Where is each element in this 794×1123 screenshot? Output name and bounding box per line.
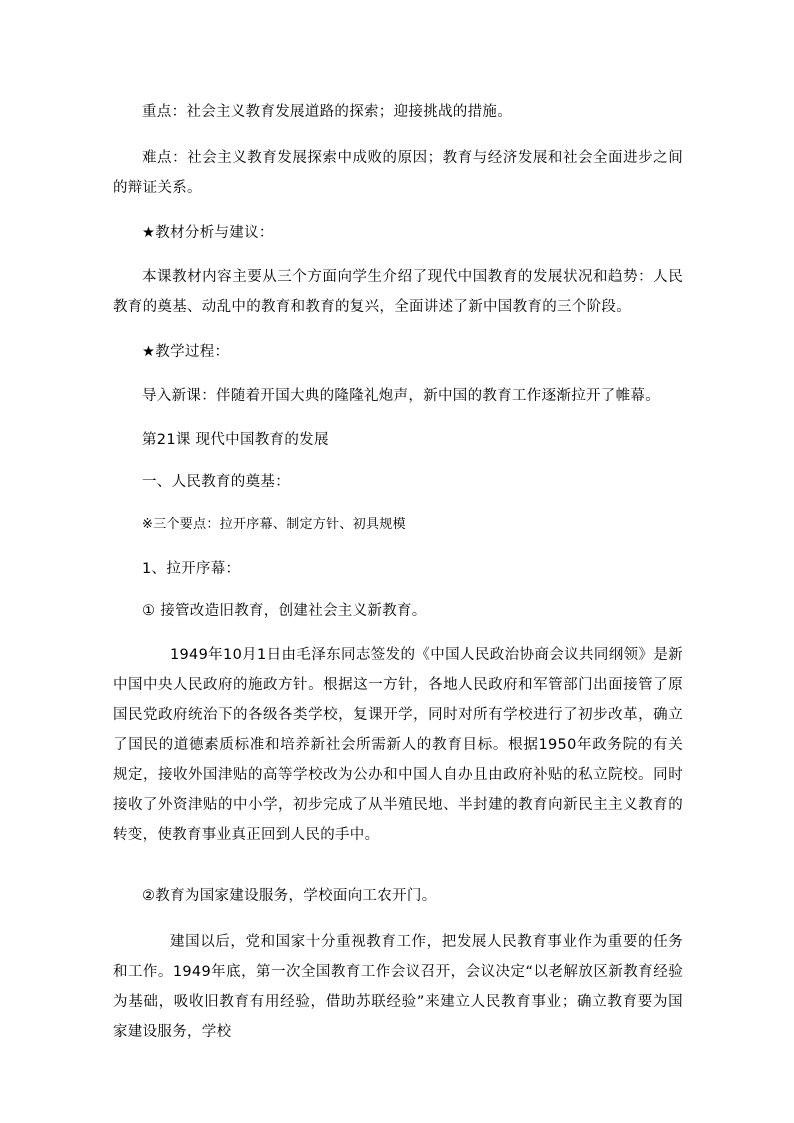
item1-body: 1949年10月1日由毛泽东同志签发的《中国人民政治协商会议共同纲领》是新中国中央人民政府的施政方针。根据这一方针，各地人民政府和军管部门出面接管了原国民党政府统治下的各级各类学校，复课开学，同时对所有学校进行了初步改革，确立了国民的道德素质标准和培养新社会所需新人的教育目标。根据1950年政务院的有关规定，接收外国津贴的高等学校改为公办和中国人自办且由政府补贴的私立院校。同时接收了外资津贴的中小学，初步完成了从半殖民地、半封建的教育向新民主主义教育的转变，使教育事业真正回到人民的手中。 xyxy=(113,647,683,843)
difficulties-paragraph: 难点：社会主义教育发展探索中成败的原因；教育与经济发展和社会全面进步之间的辩证关系。 xyxy=(113,150,683,196)
subsection-title: 1、拉开序幕： xyxy=(142,561,241,577)
section-title: 一、人民教育的奠基： xyxy=(142,474,290,490)
lesson-title: 第21课 现代中国教育的发展 xyxy=(142,432,329,448)
analysis-body: 本课教材内容主要从三个方面向学生介绍了现代中国教育的发展状况和趋势：人民教育的奠基、动乱中的教育和教育的复兴，全面讲述了新中国教育的三个阶段。 xyxy=(113,269,683,315)
analysis-heading: ★教材分析与建议： xyxy=(142,225,274,241)
intro-paragraph: 导入新课：伴随着开国大典的隆隆礼炮声，新中国的教育工作逐渐拉开了帷幕。 xyxy=(142,388,660,404)
process-heading: ★教学过程： xyxy=(142,344,230,360)
item1-title: ① 接管改造旧教育，创建社会主义新教育。 xyxy=(142,603,427,619)
three-points-note: ※三个要点：拉开序幕、制定方针、初具规模 xyxy=(142,517,406,532)
key-points-paragraph: 重点：社会主义教育发展道路的探索；迎接挑战的措施。 xyxy=(142,104,512,120)
item2-body: 建国以后，党和国家十分重视教育工作，把发展人民教育事业作为重要的任务和工作。1949年底，第一次全国教育工作会议召开，会议决定“以老解放区新教育经验为基础，吸收旧教育有用经验，借助苏联经验”来建立人民教育事业；确立教育要为国家建设服务，学校 xyxy=(113,934,683,1040)
item2-title: ②教育为国家建设服务，学校面向工农开门。 xyxy=(142,888,437,904)
